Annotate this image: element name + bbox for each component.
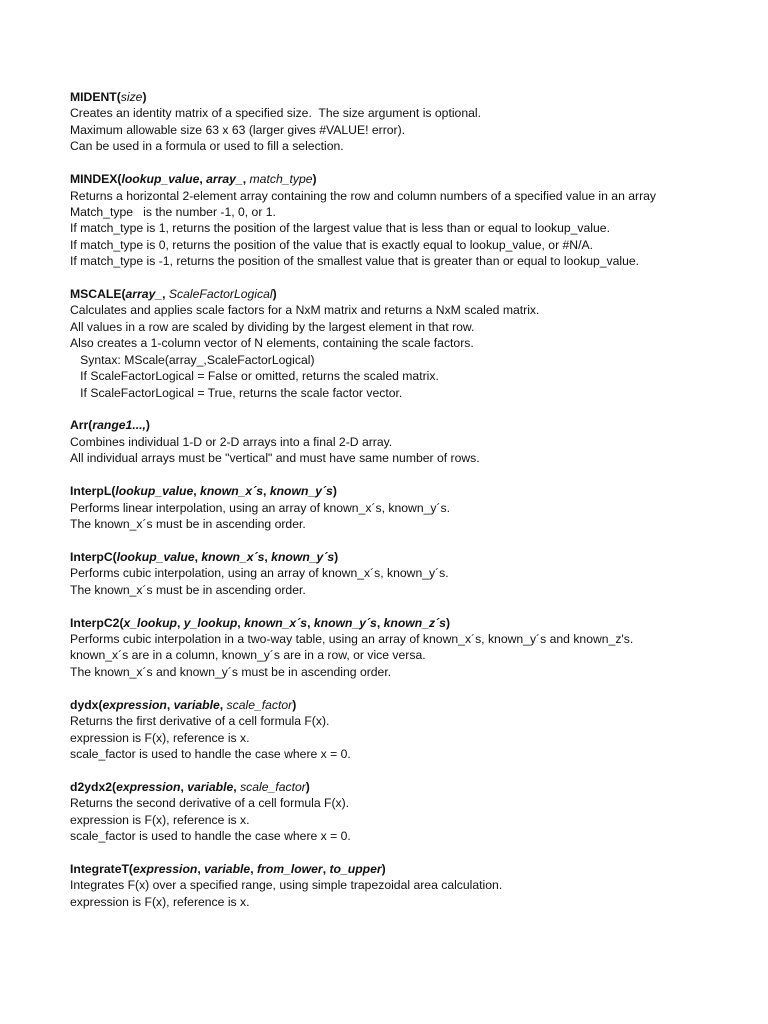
close-paren: ): [272, 287, 277, 302]
arg-separator: ,: [376, 615, 384, 630]
function-signature: [70, 171, 750, 187]
function-signature: [70, 417, 750, 433]
arg-separator: ,: [219, 697, 227, 712]
description-line: Performs cubic interpolation in a two-way table, using an array of known_x´s, known_y´s and known_z's.: [70, 631, 634, 646]
function-signature: [70, 286, 750, 302]
description-line: scale_factor is used to handle the case where x = 0.: [70, 746, 351, 761]
function-argument: scale_factor: [240, 779, 306, 794]
function-argument: lookup_value: [121, 172, 200, 187]
function-entry: [70, 483, 750, 532]
description-line: Returns the second derivative of a cell formula F(x).: [70, 796, 350, 811]
description-line: Syntax: MScale(array_,ScaleFactorLogical): [70, 352, 315, 367]
close-paren: ): [381, 861, 386, 876]
arg-separator: ,: [307, 615, 314, 630]
function-argument: to_upper: [329, 861, 382, 876]
close-paren: ): [334, 549, 339, 564]
arg-separator: ,: [233, 779, 241, 794]
function-argument: expression: [102, 697, 167, 712]
function-name: MINDEX: [70, 172, 118, 187]
function-argument: variable: [187, 779, 234, 794]
function-name: MIDENT: [70, 90, 117, 104]
description-line: If match_type is -1, returns the position of the smallest value that is greater than or equal to lookup_value.: [70, 254, 640, 269]
description-line: All individual arrays must be "vertical" and must have same number of rows.: [70, 451, 480, 466]
description-line: Maximum allowable size 63 x 63 (larger gives #VALUE! error).: [70, 122, 406, 137]
open-paren: (: [112, 549, 117, 564]
close-paren: ): [332, 484, 337, 499]
arg-separator: ,: [242, 172, 250, 187]
open-paren: (: [119, 615, 124, 630]
description-line: If match_type is 0, returns the position of the value that is exactly equal to lookup_value, or #N/A.: [70, 237, 594, 252]
description-line: Match_type is the number -1, 0, or 1.: [70, 204, 276, 219]
open-paren: (: [112, 779, 117, 794]
function-argument: known_z´s: [383, 615, 446, 630]
description-line: Can be used in a formula or used to fill a selection.: [70, 139, 344, 154]
function-entry: [70, 861, 750, 910]
close-paren: ): [445, 615, 450, 630]
function-reference-page: [70, 89, 750, 910]
function-argument: size: [120, 90, 143, 104]
function-name: Arr: [70, 418, 89, 433]
function-argument: from_lower: [256, 861, 323, 876]
close-paren: ): [305, 779, 310, 794]
arg-separator: ,: [162, 287, 169, 302]
function-signature: [70, 483, 750, 499]
description-line: All values in a row are scaled by dividing by the largest element in that row.: [70, 319, 475, 334]
function-argument: array_: [206, 172, 243, 187]
description-line: expression is F(x), reference is x.: [70, 894, 250, 909]
open-paren: (: [98, 697, 103, 712]
function-argument: known_x´s: [244, 615, 308, 630]
description-line: If ScaleFactorLogical = False or omitted, returns the scaled matrix.: [70, 369, 439, 384]
function-name: IntegrateT: [70, 861, 129, 876]
description-line: Creates an identity matrix of a specified size. The size argument is optional.: [70, 106, 481, 121]
function-argument: expression: [132, 861, 198, 876]
function-argument: variable: [173, 697, 220, 712]
arg-separator: ,: [177, 615, 184, 630]
function-argument: ScaleFactorLogical: [168, 287, 273, 302]
function-argument: x_lookup: [123, 615, 177, 630]
arg-separator: ,: [193, 484, 201, 499]
description-line: Integrates F(x) over a specified range, using simple trapezoidal area calculation.: [70, 878, 503, 893]
arg-separator: ,: [263, 484, 270, 499]
arg-separator: ,: [264, 549, 272, 564]
function-signature: [70, 89, 750, 105]
function-signature: [70, 779, 750, 795]
arg-separator: ,: [250, 861, 257, 876]
open-paren: (: [116, 90, 121, 104]
description-line: If match_type is 1, returns the position of the largest value that is less than or equal to lookup_value.: [70, 221, 610, 236]
close-paren: ): [145, 418, 150, 433]
description-line: known_x´s are in a column, known_y´s are in a row, or vice versa.: [70, 648, 426, 663]
function-entry: [70, 549, 750, 598]
function-signature: [70, 549, 750, 565]
function-name: d2ydx2: [70, 779, 113, 794]
function-argument: known_y´s: [313, 615, 377, 630]
arg-separator: ,: [322, 861, 330, 876]
function-name: MSCALE: [70, 287, 122, 302]
function-entry: [70, 417, 750, 466]
description-line: scale_factor is used to handle the case where x = 0.: [70, 829, 351, 844]
arg-separator: ,: [237, 615, 245, 630]
function-argument: range1...,: [92, 418, 146, 433]
arg-separator: ,: [197, 861, 205, 876]
description-line: expression is F(x), reference is x.: [70, 730, 250, 745]
description-line: The known_x´s and known_y´s must be in ascending order.: [70, 664, 392, 679]
close-paren: ): [312, 172, 317, 187]
function-argument: known_x´s: [201, 549, 265, 564]
description-line: Also creates a 1-column vector of N elements, containing the scale factors.: [70, 336, 474, 351]
description-line: expression is F(x), reference is x.: [70, 812, 250, 827]
function-argument: known_x´s: [200, 484, 264, 499]
function-entry: [70, 171, 750, 269]
function-argument: match_type: [249, 172, 313, 187]
function-name: dydx: [70, 697, 99, 712]
open-paren: (: [111, 484, 116, 499]
function-argument: array_: [125, 287, 163, 302]
function-argument: lookup_value: [115, 484, 194, 499]
close-paren: ): [142, 90, 147, 104]
open-paren: (: [121, 287, 126, 302]
function-argument: variable: [204, 861, 251, 876]
function-signature: [70, 697, 750, 713]
function-entry: [70, 286, 750, 401]
description-line: If ScaleFactorLogical = True, returns the scale factor vector.: [70, 385, 403, 400]
description-line: Performs cubic interpolation, using an array of known_x´s, known_y´s.: [70, 566, 449, 581]
function-name: InterpC: [70, 549, 113, 564]
description-line: The known_x´s must be in ascending order.: [70, 582, 306, 597]
description-line: Combines individual 1-D or 2-D arrays into a final 2-D array.: [70, 434, 393, 449]
function-entry: [70, 779, 750, 845]
function-argument: known_y´s: [269, 484, 333, 499]
arg-separator: ,: [166, 697, 174, 712]
open-paren: (: [88, 418, 93, 433]
function-argument: expression: [116, 779, 181, 794]
function-entry: [70, 615, 750, 681]
description-line: Calculates and applies scale factors for a NxM matrix and returns a NxM scaled matrix.: [70, 303, 540, 318]
function-argument: scale_factor: [226, 697, 293, 712]
arg-separator: ,: [180, 779, 188, 794]
function-signature: [70, 615, 750, 631]
description-line: Performs linear interpolation, using an array of known_x´s, known_y´s.: [70, 500, 451, 515]
function-entry: [70, 89, 750, 155]
open-paren: (: [117, 172, 122, 187]
function-entry: [70, 697, 750, 763]
arg-separator: ,: [199, 172, 207, 187]
description-line: The known_x´s must be in ascending order.: [70, 516, 306, 531]
open-paren: (: [128, 861, 133, 876]
function-name: InterpL: [70, 484, 112, 499]
close-paren: ): [292, 697, 297, 712]
description-line: Returns a horizontal 2-element array containing the row and column numbers of a specified value in an array: [70, 188, 656, 203]
function-argument: y_lookup: [183, 615, 238, 630]
function-argument: lookup_value: [116, 549, 195, 564]
arg-separator: ,: [194, 549, 202, 564]
description-line: Returns the first derivative of a cell formula F(x).: [70, 714, 330, 729]
function-signature: [70, 861, 750, 877]
function-name: InterpC2: [70, 615, 120, 630]
function-argument: known_y´s: [271, 549, 335, 564]
